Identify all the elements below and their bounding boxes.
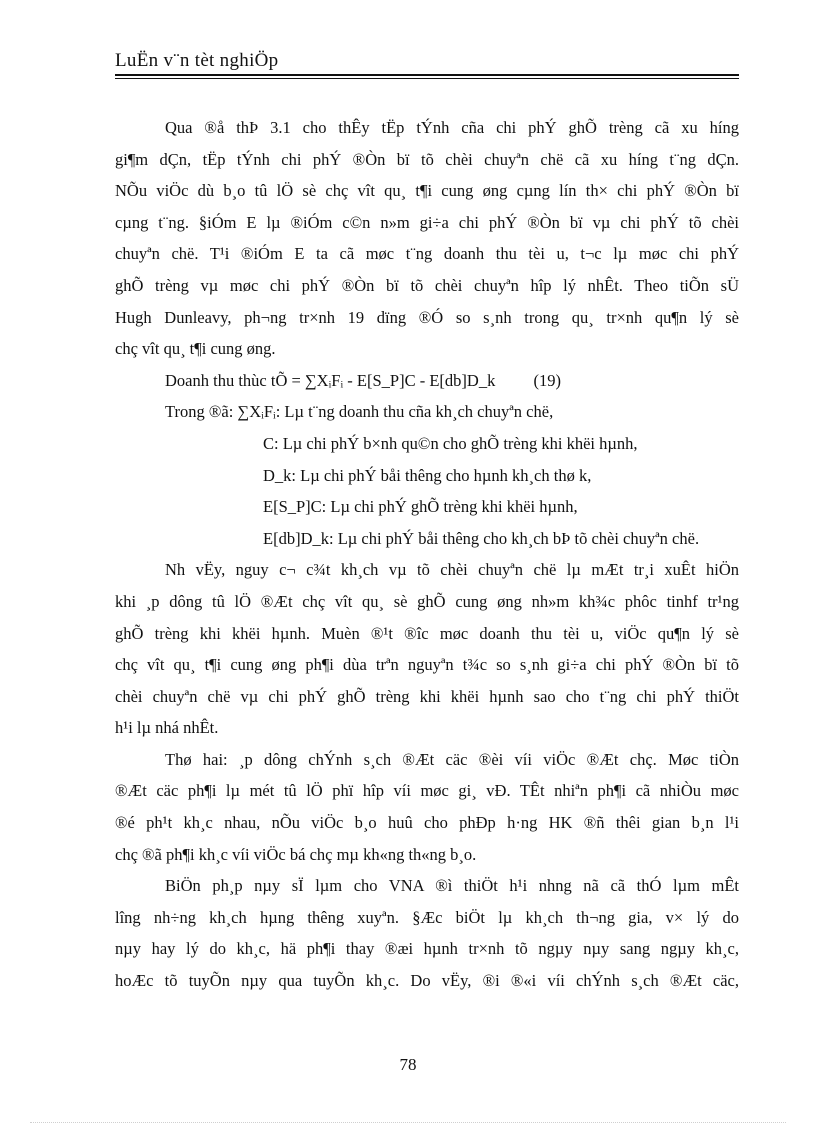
body-line: h¹i lµ nhá nhÊt. (115, 718, 219, 738)
body-line: chç ®ã ph¶i kh¸c víi viÖc bá chç mµ kh«ng th«ng b¸o. (115, 844, 477, 864)
body-line: ghÕ trèng vµ møc chi phÝ ®Òn bï tõ chèi chuyªn hîp lý nhÊt. Theo tiÕn sÜ (115, 275, 739, 295)
body-line: gi¶m dÇn, tËp tÝnh chi phÝ ®Òn bï tõ chèi chuyªn chë cã xu híng t¨ng dÇn. (115, 149, 739, 169)
definition-item: E[S_P]C: Lµ chi phÝ ghÕ trèng khi khëi hµnh, (263, 497, 578, 517)
page-body (115, 112, 739, 997)
body-line: ®Æt cäc ph¶i lµ mét tû lÖ phï hîp víi møc gi¸ vÐ. TÊt nhiªn ph¶i cã nhiÒu møc (115, 781, 739, 801)
formula-number: (19) (533, 370, 561, 390)
header-rule-thin (115, 78, 739, 79)
body-line: ghÕ trèng khi khëi hµnh. Muèn ®¹t ®îc møc doanh thu tèi u, viÖc qu¶n lý sè (115, 623, 739, 643)
body-line: Nh vËy, nguy c¬ c¾t kh¸ch vµ tõ chèi chuyªn chë lµ mÆt tr¸i xuÊt hiÖn (165, 560, 739, 580)
document-header-title: LuËn v¨n tèt nghiÖp (115, 50, 279, 71)
body-line: Hugh Dunleavy, ph¬ng tr×nh 19 dïng ®Ó so s¸nh trong qu¸ tr×nh qu¶n lý sè (115, 307, 739, 327)
body-line: nµy hay lý do kh¸c, hä ph¶i thay ®æi hµnh tr×nh tõ ngµy nµy sang ngµy kh¸c, (115, 939, 739, 959)
body-line: chèi chuyªn chë vµ chi phÝ ghÕ trèng khi khëi hµnh sao cho t¨ng chi phÝ thiÖt (115, 686, 739, 706)
formula-text: Doanh thu thùc tÕ = ∑XᵢFᵢ - E[S_P]C - E[db]D_k (165, 370, 496, 390)
body-line: BiÖn ph¸p nµy sÏ lµm cho VNA ®ì thiÖt h¹i nhng nã cã thÓ lµm mÊt (165, 876, 739, 896)
page-number: 78 (399, 1055, 417, 1074)
body-line: chç vît qu¸ t¶i cung øng. (115, 339, 276, 359)
body-line: ®é ph¹t kh¸c nhau, nÕu viÖc b¸o huû cho phÐp h·ng HK ®ñ thêi gian b¸n l¹i (115, 813, 739, 833)
body-line: cµng t¨ng. §iÓm E lµ ®iÓm c©n n»m gi÷a chi phÝ ®Òn bï vµ chi phÝ tõ chèi (115, 212, 739, 232)
definition-intro: Trong ®ã: ∑XᵢFᵢ: Lµ t¨ng doanh thu cña kh¸ch chuyªn chë, (165, 402, 554, 422)
header-rule-thick (115, 74, 739, 76)
body-line: hoÆc tõ tuyÕn nµy qua tuyÕn kh¸c. Do vËy, ®i ®«i víi chÝnh s¸ch ®Æt cäc, (115, 971, 739, 991)
formula-line (115, 365, 739, 397)
body-line: khi ¸p dông tû lÖ ®Æt chç vît qu¸ sè ghÕ cung øng nh»m kh¾c phôc tinhf tr¹ng (115, 591, 739, 611)
definition-item: D_k: Lµ chi phÝ båi thêng cho hµnh kh¸ch thø k, (263, 465, 592, 485)
body-line: Thø hai: ¸p dông chÝnh s¸ch ®Æt cäc ®èi víi viÖc ®Æt chç. Møc tiÒn (165, 749, 739, 769)
body-line: chç vît qu¸ t¶i cung øng ph¶i dùa trªn nguyªn t¾c so s¸nh gi÷a chi phÝ ®Òn bï tõ (115, 655, 739, 675)
definition-item: C: Lµ chi phÝ b×nh qu©n cho ghÕ trèng khi khëi hµnh, (263, 433, 638, 453)
body-line: lîng nh÷ng kh¸ch hµng thêng xuyªn. §Æc biÖt lµ kh¸ch th¬ng gia, v× lý do (115, 907, 739, 927)
body-line: Qua ®å thÞ 3.1 cho thÊy tËp tÝnh cña chi phÝ ghÕ trèng cã xu híng (165, 118, 739, 137)
definition-item: E[db]D_k: Lµ chi phÝ båi thêng cho kh¸ch bÞ tõ chèi chuyªn chë. (263, 528, 700, 548)
body-line: chuyªn chë. T¹i ®iÓm E ta cã møc t¨ng doanh thu tèi u, t¬c lµ møc chi phÝ (115, 244, 739, 264)
body-line: NÕu viÖc dù b¸o tû lÖ sè chç vît qu¸ t¶i cung øng cµng lín th× chi phÝ ®Òn bï (115, 181, 739, 201)
